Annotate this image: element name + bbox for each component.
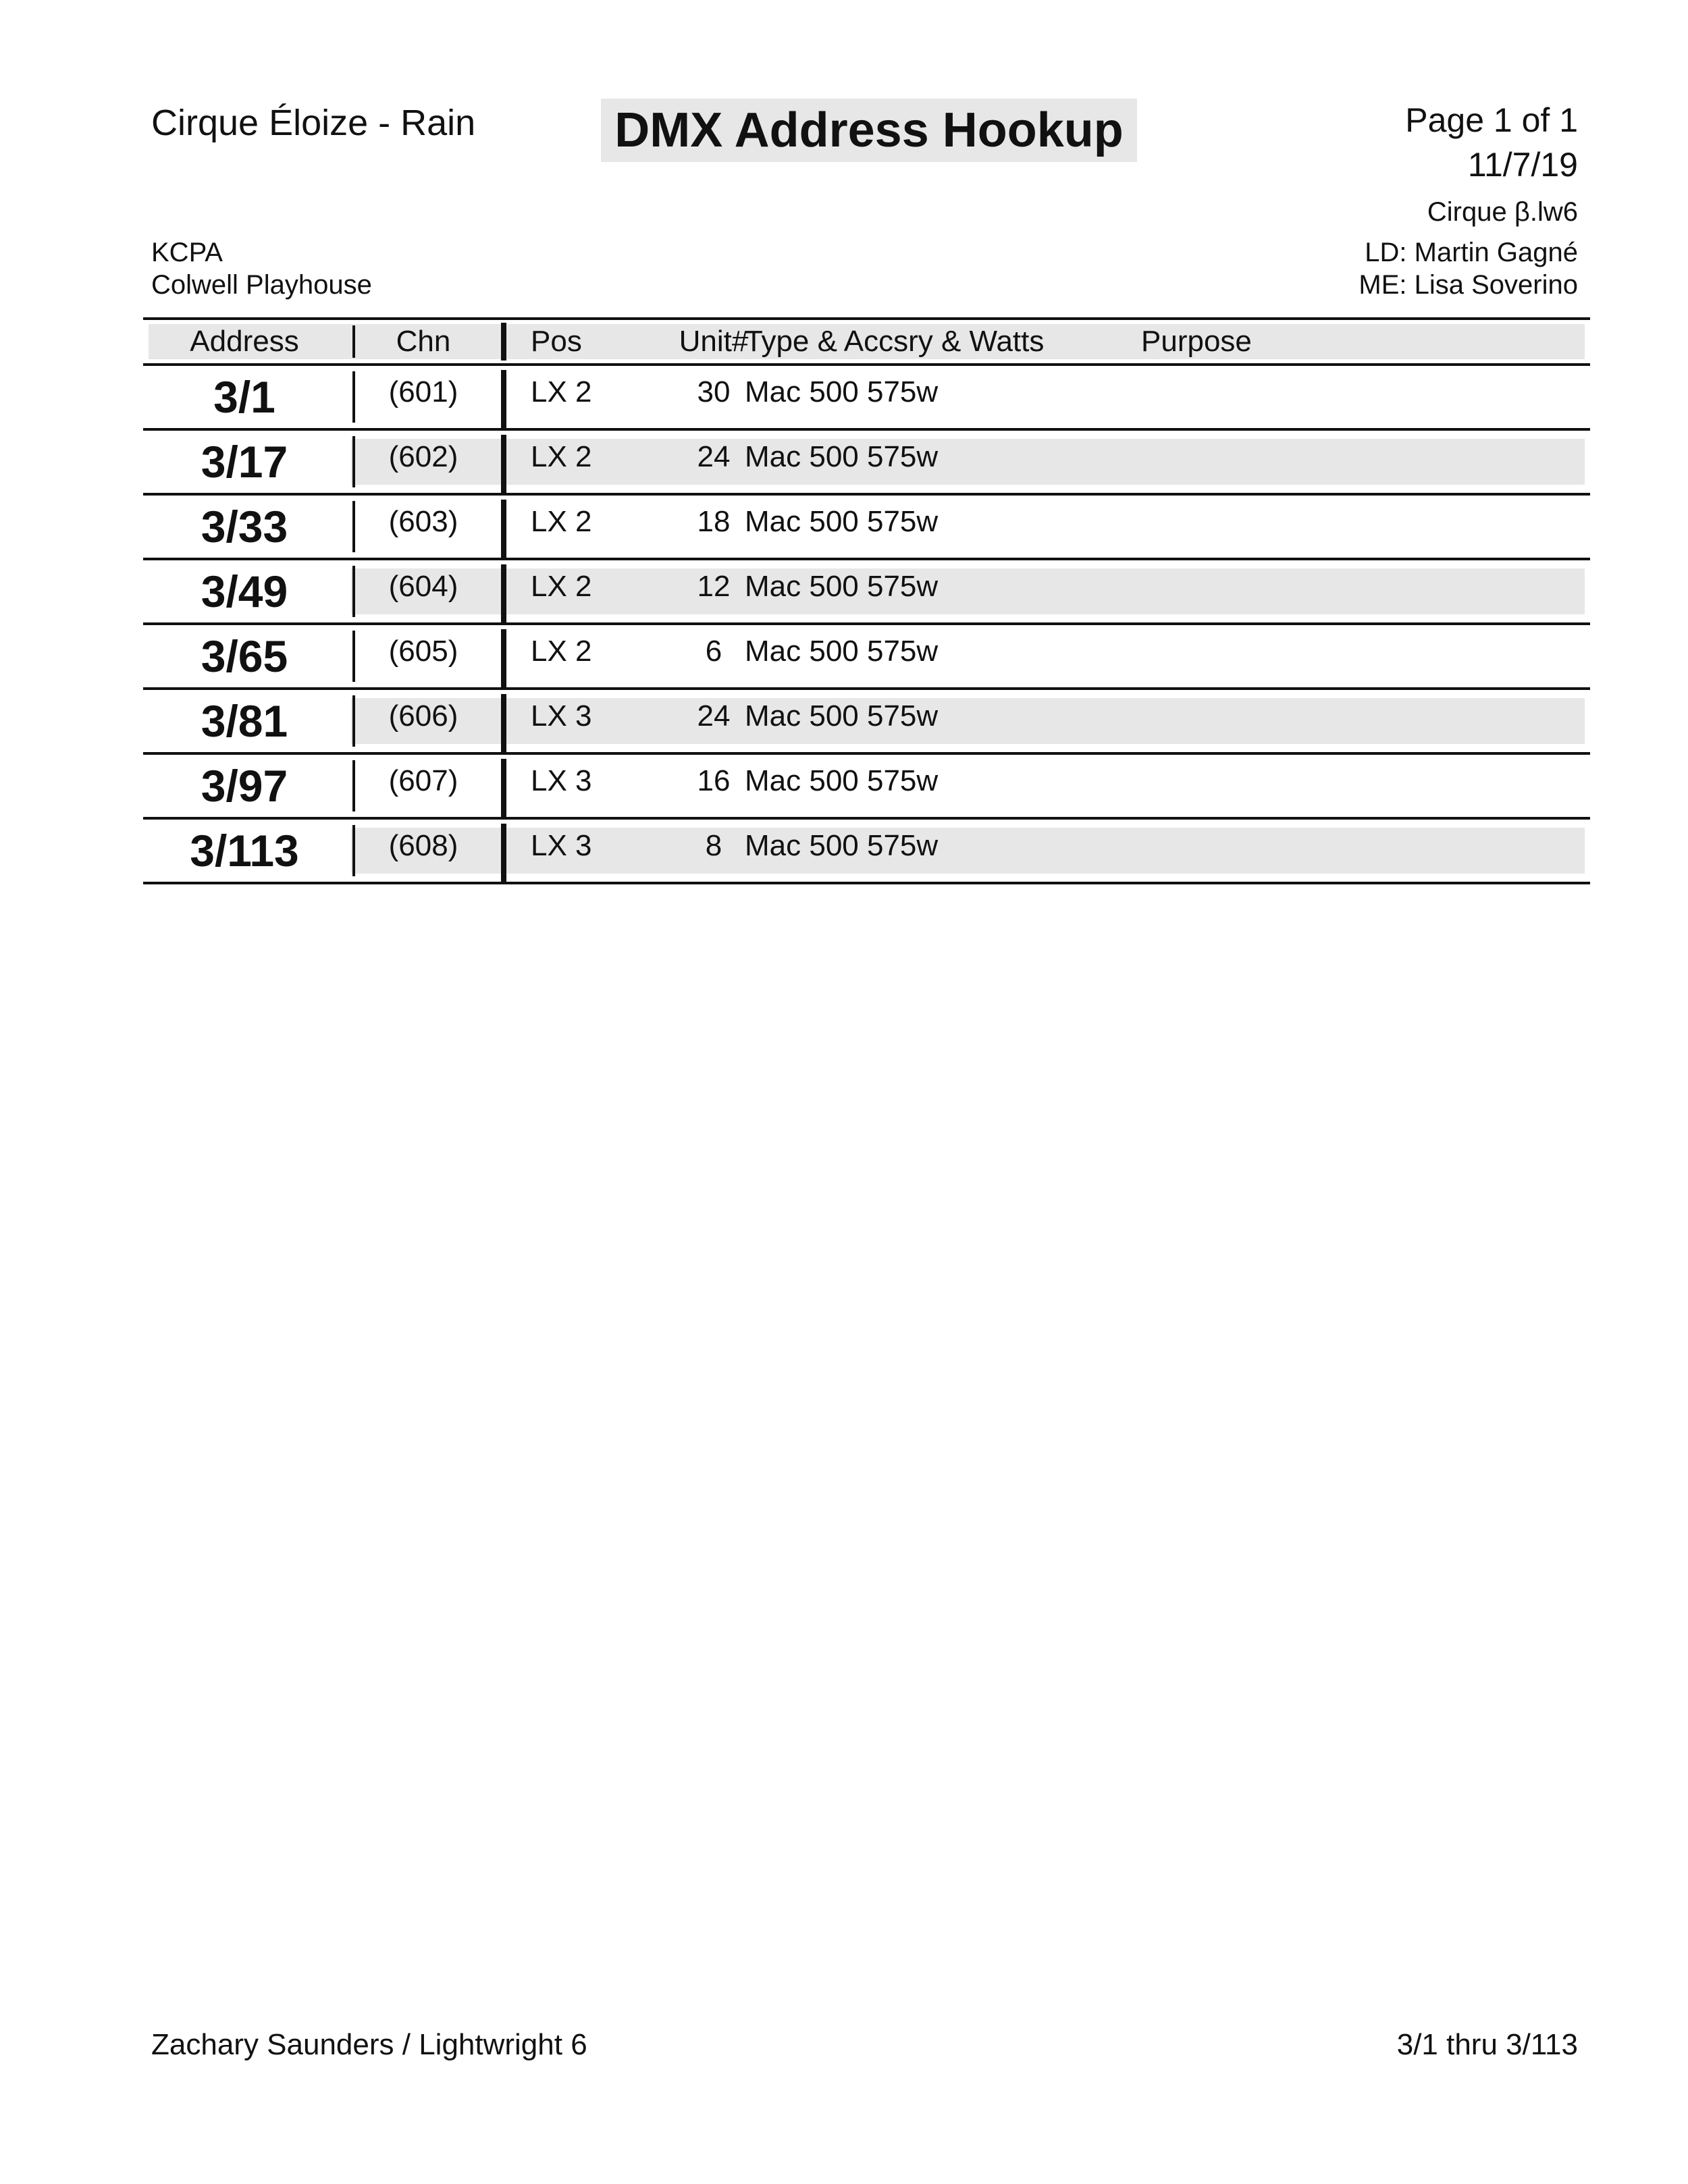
cell-chn: (606): [388, 699, 458, 733]
column-divider: [501, 370, 506, 429]
cell-chn: (608): [388, 829, 458, 862]
column-header-type: Type & Accsry & Watts: [745, 325, 1045, 358]
cell-chn: (603): [388, 505, 458, 538]
table-header: [143, 317, 1590, 366]
hookup-table: [143, 317, 1590, 884]
cell-address: 3/33: [201, 502, 288, 552]
column-header-chn: Chn: [396, 325, 451, 358]
column-header-purpose: Purpose: [1141, 325, 1252, 358]
cell-purpose: [1141, 366, 1546, 428]
cell-pos: LX 2: [531, 570, 592, 603]
cell-purpose: [1141, 755, 1546, 817]
cell-type: Mac 500 575w: [745, 570, 939, 603]
cell-unit: 16: [697, 764, 731, 797]
column-divider: [501, 759, 506, 818]
cell-type: Mac 500 575w: [745, 505, 939, 538]
table-row: [143, 366, 1590, 431]
column-divider: [501, 629, 506, 689]
cell-type: Mac 500 575w: [745, 375, 939, 408]
column-divider: [501, 694, 506, 753]
table-row: [143, 560, 1590, 625]
cell-unit: 6: [705, 635, 722, 668]
cell-address: 3/97: [201, 761, 288, 811]
column-header-pos: Pos: [531, 325, 582, 358]
cell-address: 3/113: [190, 826, 299, 876]
column-header-address: Address: [190, 325, 299, 358]
cell-unit: 24: [697, 440, 731, 473]
cell-address: 3/49: [201, 566, 288, 616]
cell-chn: (607): [388, 764, 458, 797]
column-divider: [501, 435, 506, 494]
cell-address: 3/81: [201, 696, 288, 746]
cell-pos: LX 2: [531, 375, 592, 408]
cell-pos: LX 3: [531, 829, 592, 862]
cell-unit: 18: [697, 505, 731, 538]
table-row: [143, 496, 1590, 560]
cell-pos: LX 2: [531, 440, 592, 473]
column-divider: [501, 323, 506, 361]
cell-chn: (602): [388, 440, 458, 473]
report-date: 11/7/19: [1467, 146, 1578, 184]
column-divider: [501, 500, 506, 559]
lighting-designer: LD: Martin Gagné: [1365, 238, 1578, 267]
cell-address: 3/17: [201, 437, 288, 487]
table-row: [143, 625, 1590, 690]
cell-pos: LX 3: [531, 764, 592, 797]
cell-pos: LX 3: [531, 699, 592, 733]
cell-type: Mac 500 575w: [745, 635, 939, 668]
cell-chn: (604): [388, 570, 458, 603]
cell-purpose: [1141, 690, 1546, 752]
cell-address: 3/65: [201, 631, 288, 681]
master-electrician: ME: Lisa Soverino: [1359, 270, 1578, 300]
show-title: Cirque Éloize - Rain: [151, 103, 476, 143]
cell-purpose: [1141, 496, 1546, 558]
cell-unit: 8: [705, 829, 722, 862]
cell-unit: 24: [697, 699, 731, 733]
cell-type: Mac 500 575w: [745, 699, 939, 733]
column-divider: [501, 564, 506, 624]
cell-purpose: [1141, 625, 1546, 687]
table-row: [143, 431, 1590, 496]
file-name: Cirque β.lw6: [1427, 197, 1578, 227]
table-row: [143, 755, 1590, 820]
column-divider: [501, 824, 506, 883]
page-number: Page 1 of 1: [1405, 101, 1578, 139]
cell-type: Mac 500 575w: [745, 764, 939, 797]
cell-address: 3/1: [213, 372, 275, 422]
footer-range: 3/1 thru 3/113: [1396, 2028, 1578, 2061]
cell-type: Mac 500 575w: [745, 440, 939, 473]
space-name: Colwell Playhouse: [151, 270, 372, 300]
cell-unit: 30: [697, 375, 731, 408]
cell-unit: 12: [697, 570, 731, 603]
venue-name: KCPA: [151, 238, 223, 267]
cell-pos: LX 2: [531, 505, 592, 538]
footer-author: Zachary Saunders / Lightwright 6: [151, 2028, 587, 2061]
column-header-unit: Unit#: [679, 325, 749, 358]
cell-purpose: [1141, 820, 1546, 882]
table-row: [143, 820, 1590, 884]
cell-chn: (605): [388, 635, 458, 668]
table-row: [143, 690, 1590, 755]
cell-type: Mac 500 575w: [745, 829, 939, 862]
report-title: DMX Address Hookup: [601, 99, 1137, 162]
cell-pos: LX 2: [531, 635, 592, 668]
cell-purpose: [1141, 560, 1546, 622]
cell-chn: (601): [388, 375, 458, 408]
cell-purpose: [1141, 431, 1546, 493]
